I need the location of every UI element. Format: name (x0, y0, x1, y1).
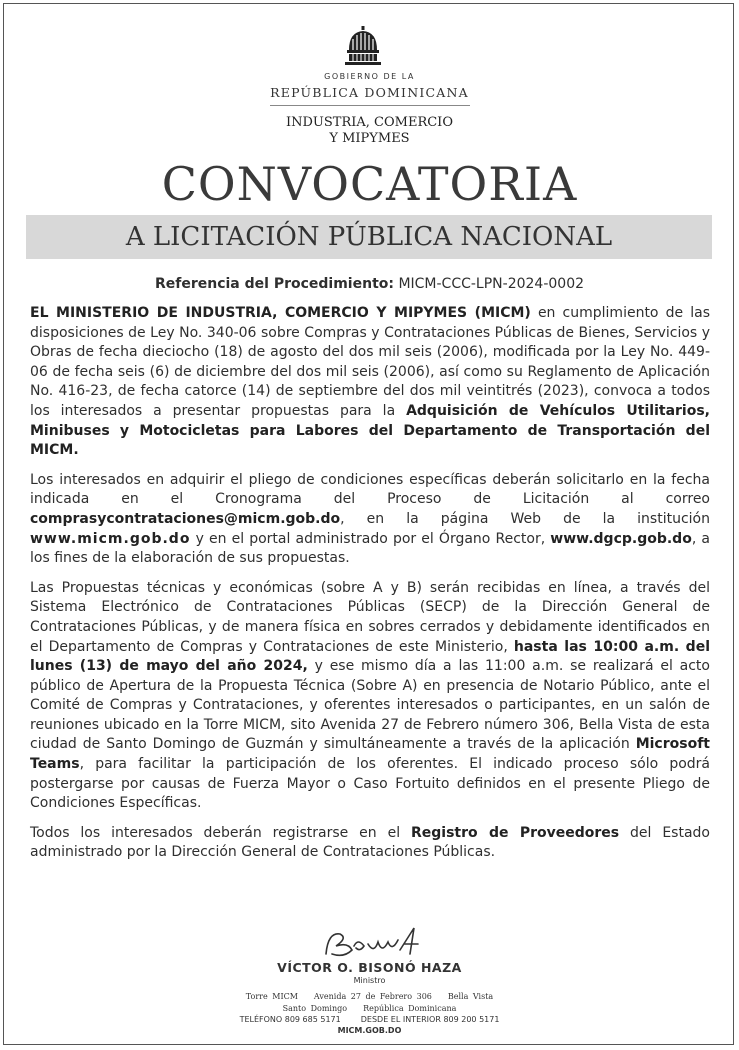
paragraph-4 (30, 824, 710, 863)
ministry-line-2: Y MIPYMES (329, 131, 410, 146)
ministry-bold: EL MINISTERIO DE INDUSTRIA, COMERCIO Y MIPYMES (MICM) (30, 305, 531, 321)
ministry-name (0, 115, 739, 147)
ministry-line-1: INDUSTRIA, COMERCIO (286, 115, 453, 130)
para3-text-1: Las Propuestas técnicas y económicas (sobre A y B) serán recibidas en línea, a través del Sistema Electrónico de Contrataciones Públicas (SECP) de la Dirección General de Contrataciones Públicas, y de manera física en sobres cerrados y debidamente identificados en el Departamento de Compras y Contrataciones de este Ministerio, (30, 579, 710, 655)
gov-label-country: REPÚBLICA DOMINICANA (270, 85, 469, 100)
procedure-reference (0, 275, 739, 293)
phone-local: TELÉFONO 809 685 5171 (239, 1015, 341, 1024)
paragraph-1 (30, 304, 710, 461)
page-title: CONVOCATORIA (161, 157, 578, 211)
paragraph-2 (30, 471, 710, 569)
dgcp-website-link[interactable]: www.dgcp.gob.do (550, 530, 692, 547)
para4-text-1: Todos los interesados deberán registrarse en el (30, 824, 411, 841)
para2-text-2: , en la página Web de la institución (340, 510, 710, 527)
phone-interior: DESDE EL INTERIOR 809 200 5171 (360, 1015, 500, 1024)
procurement-subject: Adquisición de Vehículos Utilitarios, Minibuses y Motocicletas para Labores del Departamento de Transportación del MICM. (30, 402, 711, 459)
address-city: Santo Domingo (282, 1004, 348, 1013)
government-dome-logo-icon (343, 26, 383, 66)
reference-label: Referencia del Procedimiento: (154, 276, 394, 292)
address-building: Torre MICM (245, 992, 298, 1001)
gov-label-small: GOBIERNO DE LA (324, 72, 415, 81)
email-link[interactable]: comprasycontrataciones@micm.gob.do (30, 510, 341, 527)
para2-text-1: Los interesados en adquirir el pliego de condiciones específicas deberán solicitarlo en la fecha indicada en el Cronograma del Proceso de Licitación al correo (30, 471, 710, 508)
micm-website-link[interactable]: www.micm.gob.do (30, 530, 191, 547)
deadline-bold: hasta las 10:00 a.m. del lunes (13) de mayo del año 2024, (30, 638, 710, 675)
para2-text-4: , a los fines de la elaboración de sus propuestas. (30, 530, 710, 567)
teams-bold: Microsoft Teams (30, 736, 710, 773)
address-country: República Dominicana (363, 1004, 457, 1013)
address-street: Avenida 27 de Febrero 306 (313, 992, 432, 1001)
notice-body (30, 304, 710, 873)
para3-text-2: y ese mismo día a las 11:00 a.m. se realizará el acto público de Apertura de la Propuesta Técnica (Sobre A) en presencia de Notario Público, ante el Comité de Compras y Contrataciones, y oferentes interesados o participantes, en un salón de reuniones ubicado en la Torre MICM, sito Avenida 27 de Febrero número 306, Bella Vista de esta ciudad de Santo Domingo de Guzmán y simultáneamente a través de la aplicación (30, 658, 710, 753)
header-divider (270, 105, 470, 106)
signer-name: VÍCTOR O. BISONÓ HAZA (277, 960, 462, 975)
address-line-2 (0, 1004, 739, 1013)
address-sector: Bella Vista (447, 992, 494, 1001)
page-subtitle: A LICITACIÓN PÚBLICA NACIONAL (26, 215, 712, 259)
footer-website[interactable]: MICM.GOB.DO (337, 1026, 402, 1035)
signer-title: Ministro (353, 976, 386, 985)
para3-text-3: , para facilitar la participación de los oferentes. El indicado proceso sólo podrá postergarse por causas de Fuerza Mayor o Caso Fortuito definidos en el presente Pliego de Condiciones Específicas. (30, 756, 710, 812)
para1-text: en cumplimiento de las disposiciones de Ley No. 340-06 sobre Compras y Contrataciones Públicas de Bienes, Servicios y Obras de fecha dieciocho (18) de agosto del dos mil seis (2006), modificada por la Ley No. 449-06 de fecha seis (6) de diciembre del dos mil seis (2006), así como su Reglamento de Aplicación No. 416-23, de fecha catorce (14) de septiembre del dos mil veintitrés (2023), convoca a todos los interesados a presentar propuestas para la (30, 305, 711, 419)
registry-bold: Registro de Proveedores (411, 824, 620, 841)
para2-text-3: y en el portal administrado por el Órgano Rector, (190, 530, 551, 547)
para4-text-2: del Estado administrado por la Dirección General de Contrataciones Públicas. (30, 824, 710, 861)
address-line-1 (0, 992, 739, 1001)
phone-numbers (0, 1015, 739, 1024)
paragraph-3 (30, 579, 710, 814)
reference-value: MICM-CCC-LPN-2024-0002 (398, 276, 585, 292)
